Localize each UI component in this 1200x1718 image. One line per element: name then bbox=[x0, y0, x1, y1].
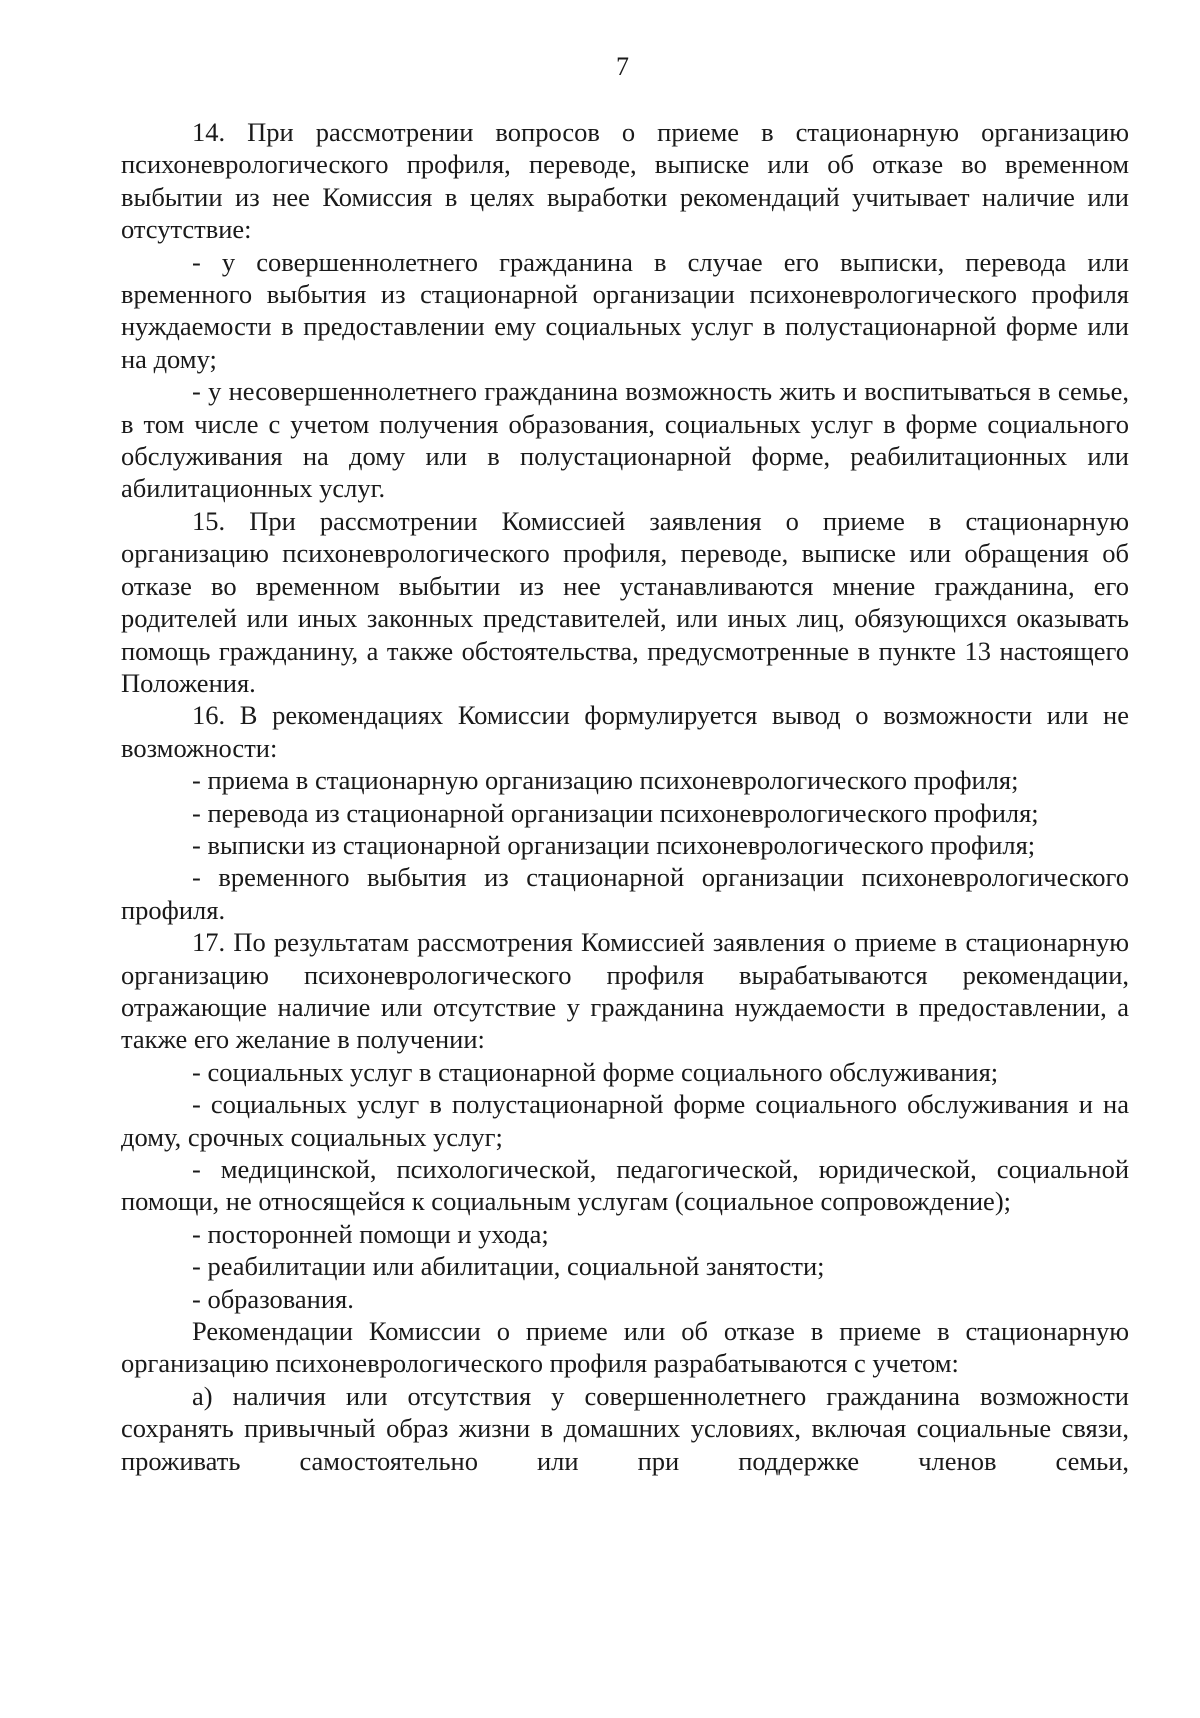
paragraph-17-item-semi-stationary: - социальных услуг в полустационарной форме социального обслуживания и на дому, срочных социальных услуг; bbox=[121, 1089, 1129, 1152]
paragraph-17-item-education: - образования. bbox=[192, 1283, 354, 1314]
paragraph-17-item-support: - медицинской, психологической, педагогической, юридической, социальной помощи, не относящейся к социальным услугам (социальное сопровождение); bbox=[121, 1154, 1129, 1217]
paragraph-14-item-minor: - у несовершеннолетнего гражданина возможность жить и воспитываться в семье, в том числе с учетом получения образования, социальных услуг в форме социального обслуживания на дому или в полустационарной форме, реабилитационных или абилитационных услуг. bbox=[121, 376, 1129, 504]
paragraph-recommendations: Рекомендации Комиссии о приеме или об отказе в приеме в стационарную организацию психоневрологического профиля разрабатываются с учетом: bbox=[121, 1316, 1129, 1379]
paragraph-16: 16. В рекомендациях Комиссии формулируется вывод о возможности или не возможности: bbox=[121, 700, 1129, 763]
paragraph-16-item-transfer: - перевода из стационарной организации психоневрологического профиля; bbox=[192, 797, 1039, 828]
paragraph-17-item-care: - посторонней помощи и ухода; bbox=[192, 1218, 549, 1249]
paragraph-17-item-stationary: - социальных услуг в стационарной форме социального обслуживания; bbox=[192, 1056, 999, 1087]
document-body bbox=[121, 116, 1129, 1477]
paragraph-14: 14. При рассмотрении вопросов о приеме в стационарную организацию психоневрологического профиля, переводе, выписке или об отказе во временном выбытии из нее Комиссия в целях выработки рекомендаций учитывает наличие или отсутствие: bbox=[121, 117, 1129, 245]
paragraph-14-item-adult: - у совершеннолетнего гражданина в случае его выписки, перевода или временного выбытия из стационарной организации психоневрологического профиля нуждаемости в предоставлении ему социальных услуг в полустационарной форме или на дому; bbox=[121, 246, 1129, 374]
paragraph-17-item-rehabilitation: - реабилитации или абилитации, социальной занятости; bbox=[192, 1251, 825, 1282]
paragraph-16-item-discharge: - выписки из стационарной организации психоневрологического профиля; bbox=[192, 829, 1036, 860]
paragraph-15: 15. При рассмотрении Комиссией заявления о приеме в стационарную организацию психоневрологического профиля, переводе, выписке или обращения об отказе во временном выбытии из нее устанавливаются мнение гражданина, его родителей или иных законных представителей, или иных лиц, обязующихся оказывать помощь гражданину, а также обстоятельства, предусмотренные в пункте 13 настоящего Положения. bbox=[121, 505, 1129, 698]
page-number: 7 bbox=[616, 52, 629, 81]
paragraph-16-item-admission: - приема в стационарную организацию психоневрологического профиля; bbox=[192, 765, 1019, 796]
paragraph-recommendations-item-a: а) наличия или отсутствия у совершеннолетнего гражданина возможности сохранять привычный образ жизни в домашних условиях, включая социальные связи, проживать самостоятельно или при поддержке членов семьи, bbox=[121, 1380, 1129, 1476]
paragraph-16-item-temporary-leave: - временного выбытия из стационарной организации психоневрологического профиля. bbox=[121, 862, 1129, 925]
paragraph-17: 17. По результатам рассмотрения Комиссией заявления о приеме в стационарную организацию психоневрологического профиля вырабатываются рекомендации, отражающие наличие или отсутствие у гражданина нуждаемости в предоставлении, а также его желание в получении: bbox=[121, 927, 1129, 1055]
